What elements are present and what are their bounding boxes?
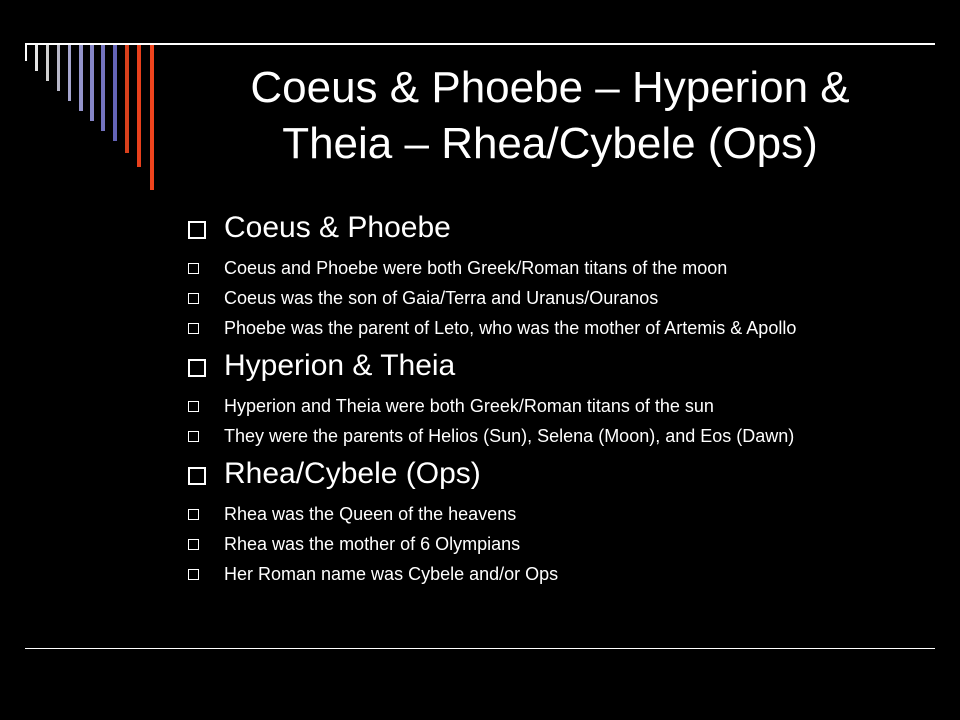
list-item: Coeus and Phoebe were both Greek/Roman titans of the moon — [188, 258, 918, 278]
small-hollow-square-bullet-icon — [188, 509, 199, 520]
accent-bar — [125, 45, 129, 153]
accent-bar — [90, 45, 94, 121]
bottom-rule — [25, 648, 935, 649]
title-line-2: Theia – Rhea/Cybele (Ops) — [282, 119, 818, 168]
list-item: They were the parents of Helios (Sun), Selena (Moon), and Eos (Dawn) — [188, 426, 918, 446]
section-heading-rhea-cybele: Rhea/Cybele (Ops) — [188, 456, 918, 492]
list-item: Her Roman name was Cybele and/or Ops — [188, 564, 918, 584]
small-hollow-square-bullet-icon — [188, 431, 199, 442]
list-item: Rhea was the mother of 6 Olympians — [188, 534, 918, 554]
small-hollow-square-bullet-icon — [188, 263, 199, 274]
section-heading-hyperion-theia: Hyperion & Theia — [188, 348, 918, 384]
section-heading-coeus-phoebe: Coeus & Phoebe — [188, 210, 918, 246]
list-item: Hyperion and Theia were both Greek/Roman titans of the sun — [188, 396, 918, 416]
list-item: Coeus was the son of Gaia/Terra and Uranus/Ouranos — [188, 288, 918, 308]
hollow-square-bullet-icon — [188, 359, 206, 377]
hollow-square-bullet-icon — [188, 467, 206, 485]
accent-bar — [35, 45, 38, 71]
small-hollow-square-bullet-icon — [188, 569, 199, 580]
accent-bar — [25, 45, 27, 61]
list-item: Rhea was the Queen of the heavens — [188, 504, 918, 524]
small-hollow-square-bullet-icon — [188, 293, 199, 304]
list-item: Phoebe was the parent of Leto, who was the mother of Artemis & Apollo — [188, 318, 918, 338]
accent-bar — [101, 45, 105, 131]
small-hollow-square-bullet-icon — [188, 323, 199, 334]
hollow-square-bullet-icon — [188, 221, 206, 239]
slide-body — [188, 210, 918, 594]
slide-title — [170, 60, 930, 172]
accent-bar — [137, 45, 141, 167]
small-hollow-square-bullet-icon — [188, 539, 199, 550]
accent-bar — [46, 45, 49, 81]
top-rule — [25, 43, 935, 45]
accent-bar — [113, 45, 117, 141]
small-hollow-square-bullet-icon — [188, 401, 199, 412]
accent-bar — [79, 45, 83, 111]
accent-bar — [57, 45, 60, 91]
accent-bar — [68, 45, 71, 101]
accent-bar — [150, 45, 154, 190]
title-line-1: Coeus & Phoebe – Hyperion & — [250, 63, 850, 112]
